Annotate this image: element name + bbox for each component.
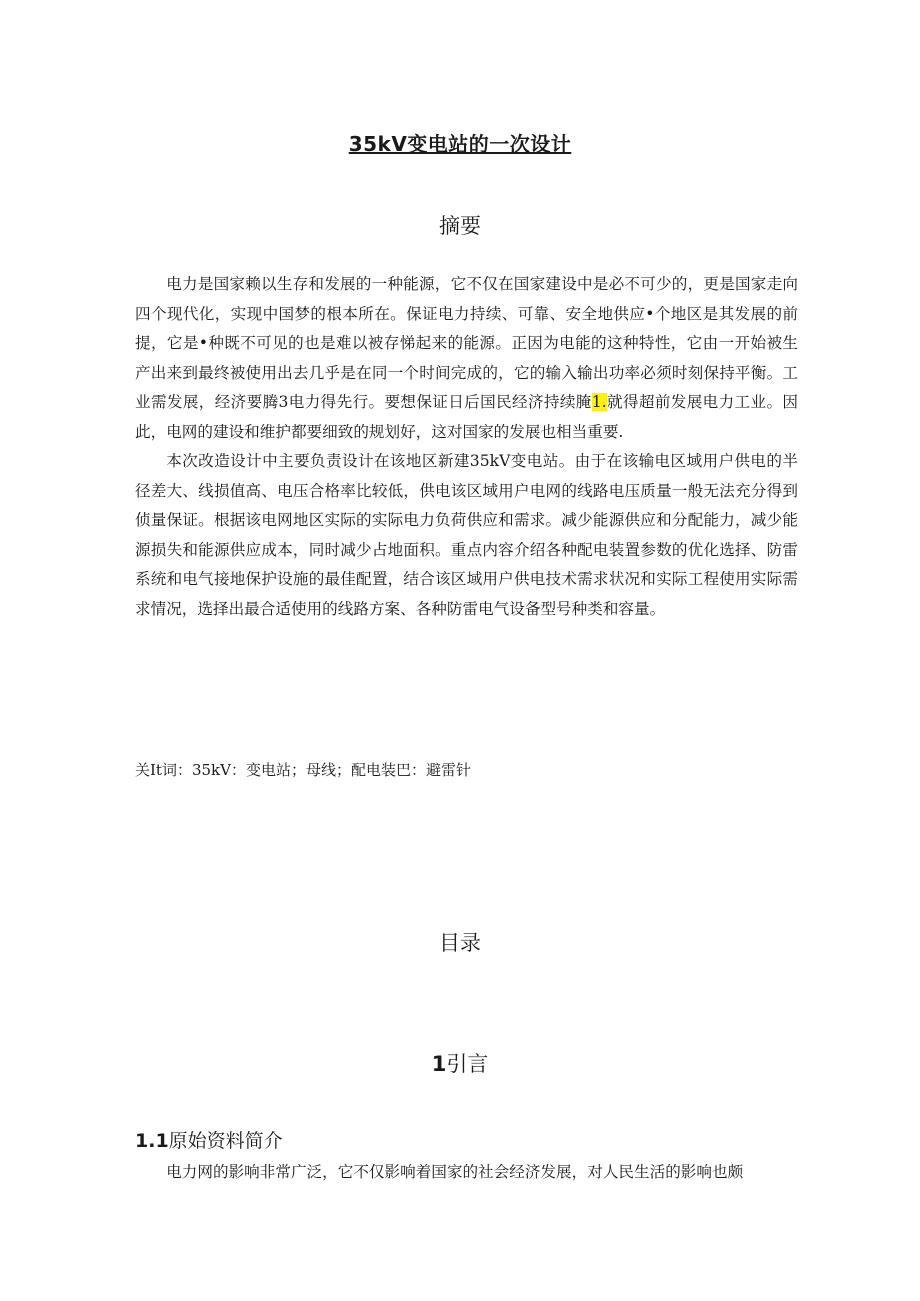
chapter-1-number: 1 (431, 1052, 447, 1076)
abstract-paragraph-1-part-b: 就得超前发展电力工业。因此，电网的建设和维护都要细致的规划好，这对国家的发展也相当重要. (135, 393, 798, 441)
document-title: 35kV变电站的一次设计 (348, 132, 572, 156)
keywords-line: 关It词：35kV：变电站；母线；配电装巴：避雷针 (135, 761, 471, 779)
abstract-paragraph-1-part-a: 电力是国家赖以生存和发展的一种能源，它不仅在国家建设中是必不可少的，更是国家走向四个现代化，实现中国梦的根本所在。保证电力持续、可靠、安全地供应•个地区是其发展的前提，它是•种既不可见的也是难以被存悌起来的能源。正因为电能的这种特性，它由一开始被生产出来到最终被使用出去几乎是在同一个时间完成的，它的输入输出功率必须时刻保持平衡。工业需发展，经济要腾3电力得先行。要想保证日后国民经济持续腌 (135, 275, 798, 411)
abstract-paragraph-1 (135, 270, 798, 447)
highlighted-mark: 1. (591, 393, 607, 411)
section-1-1-title: 原始资料简介 (168, 1130, 283, 1152)
section-1-1-number: 1.1 (135, 1130, 169, 1152)
abstract-heading: 摘要 (439, 214, 481, 238)
toc-heading: 目录 (439, 931, 481, 955)
chapter-1-heading (0, 1048, 920, 1078)
abstract-body (135, 270, 798, 624)
section-1-1-body (135, 1158, 798, 1188)
abstract-paragraph-2: 本次改造设计中主要负责设计在该地区新建35kV变电站。由于在该输电区域用户供电的半径差大、线损值高、电压合格率比较低，供电该区域用户电网的线路电压质量一般无法充分得到侦量保证。根据该电网地区实际的实际电力负荷供应和需求。减少能源供应和分配能力，减少能源损失和能源供应成本，同时减少占地面积。重点内容介绍各种配电装置参数的优化选择、防雷系统和电气接地保护设施的最佳配置，结合该区域用户供电技术需求状况和实际工程使用实际需求情况，选择出最合适使用的线路方案、各种防雷电气设备型号种类和容量。 (135, 452, 798, 618)
section-1-1-paragraph-1: 电力网的影响非常广泛，它不仅影响着国家的社会经济发展，对人民生活的影响也颇 (166, 1163, 744, 1181)
chapter-1-title: 引言 (446, 1052, 489, 1076)
section-1-1-heading (135, 1126, 283, 1153)
